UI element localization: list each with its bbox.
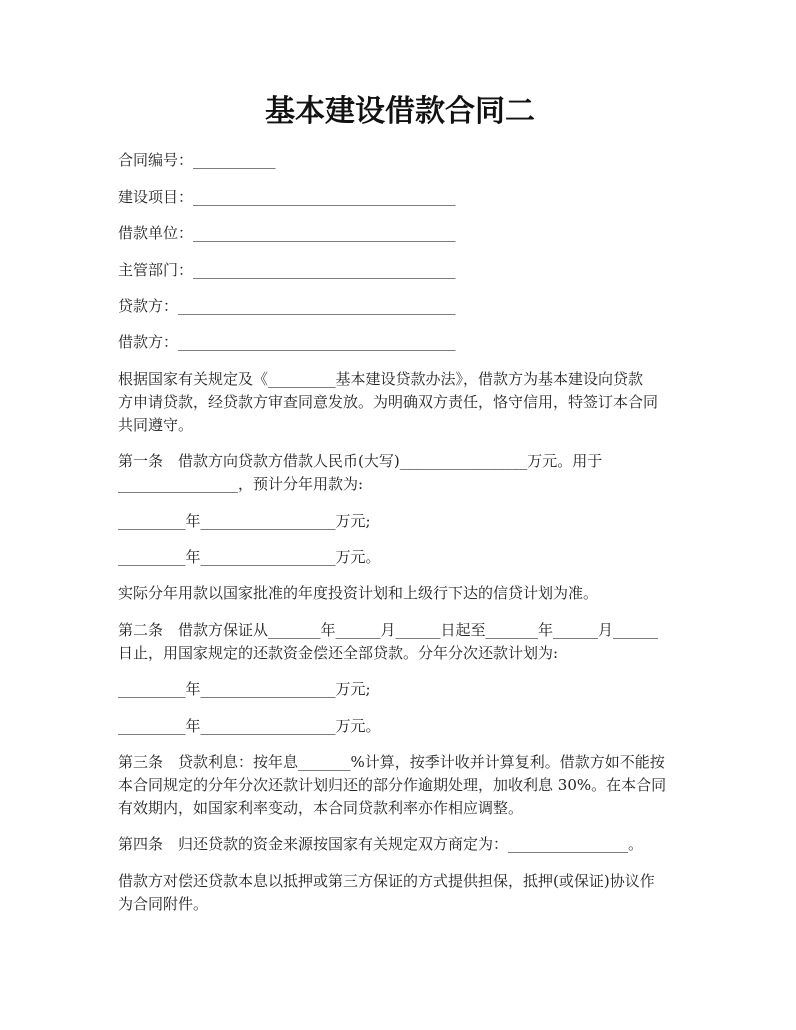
page-title: 基本建设借款合同二 — [265, 94, 535, 129]
article-3-line-3: 有效期内，如国家利率变动，本合同贷款利率亦作相应调整。 — [118, 799, 524, 817]
article-2-year-row-2: _________年__________________万元。 — [118, 717, 381, 735]
guarantee-line-2: 为合同附件。 — [118, 895, 209, 913]
contract-number-field: 合同编号：___________ — [118, 151, 276, 169]
article-1-year-row-2: _________年__________________万元。 — [118, 548, 381, 566]
article-3-line-1: 第三条 贷款利息：按年息_______%计算，按季计收并计算复利。借款方如不能按 — [118, 753, 665, 771]
article-2-line-1: 第二条 借款方保证从_______年______月______日起至_______年______月______ — [118, 621, 659, 639]
supervising-department-field: 主管部门：___________________________________ — [118, 261, 456, 279]
article-2-line-2: 日止，用国家规定的还款资金偿还全部贷款。分年分次还款计划为: — [118, 644, 559, 662]
intro-line-2: 方申请贷款，经贷款方审查同意发放。为明确双方责任，恪守信用，特签订本合同 — [118, 393, 659, 411]
article-1-year-row-1: _________年__________________万元; — [118, 512, 371, 530]
intro-line-1: 根据国家有关规定及《_________基本建设贷款办法》，借款方为基本建设向贷款 — [118, 370, 644, 388]
guarantee-line-1: 借款方对偿还贷款本息以抵押或第三方保证的方式提供担保，抵押(或保证)协议作 — [118, 872, 655, 890]
article-3-line-2: 本合同规定的分年分次还款计划归还的部分作逾期处理，加收利息 30%。在本合同 — [118, 776, 667, 794]
article-1-line-2: ________________，预计分年用款为: — [118, 475, 364, 493]
lender-field: 贷款方：_____________________________________ — [118, 297, 456, 315]
article-1-note: 实际分年用款以国家批准的年度投资计划和上级行下达的信贷计划为准。 — [118, 584, 599, 602]
article-4-line-1: 第四条 归还贷款的资金来源按国家有关规定双方商定为：________________。 — [118, 835, 644, 853]
article-2-year-row-1: _________年__________________万元; — [118, 680, 371, 698]
borrower-unit-field: 借款单位：___________________________________ — [118, 224, 456, 242]
article-1-line-1: 第一条 借款方向贷款方借款人民币(大写)_________________万元。用于 — [118, 452, 603, 470]
intro-line-3: 共同遵守。 — [118, 416, 194, 434]
construction-project-field: 建设项目：___________________________________ — [118, 188, 456, 206]
borrower-field: 借款方：_____________________________________ — [118, 333, 456, 351]
